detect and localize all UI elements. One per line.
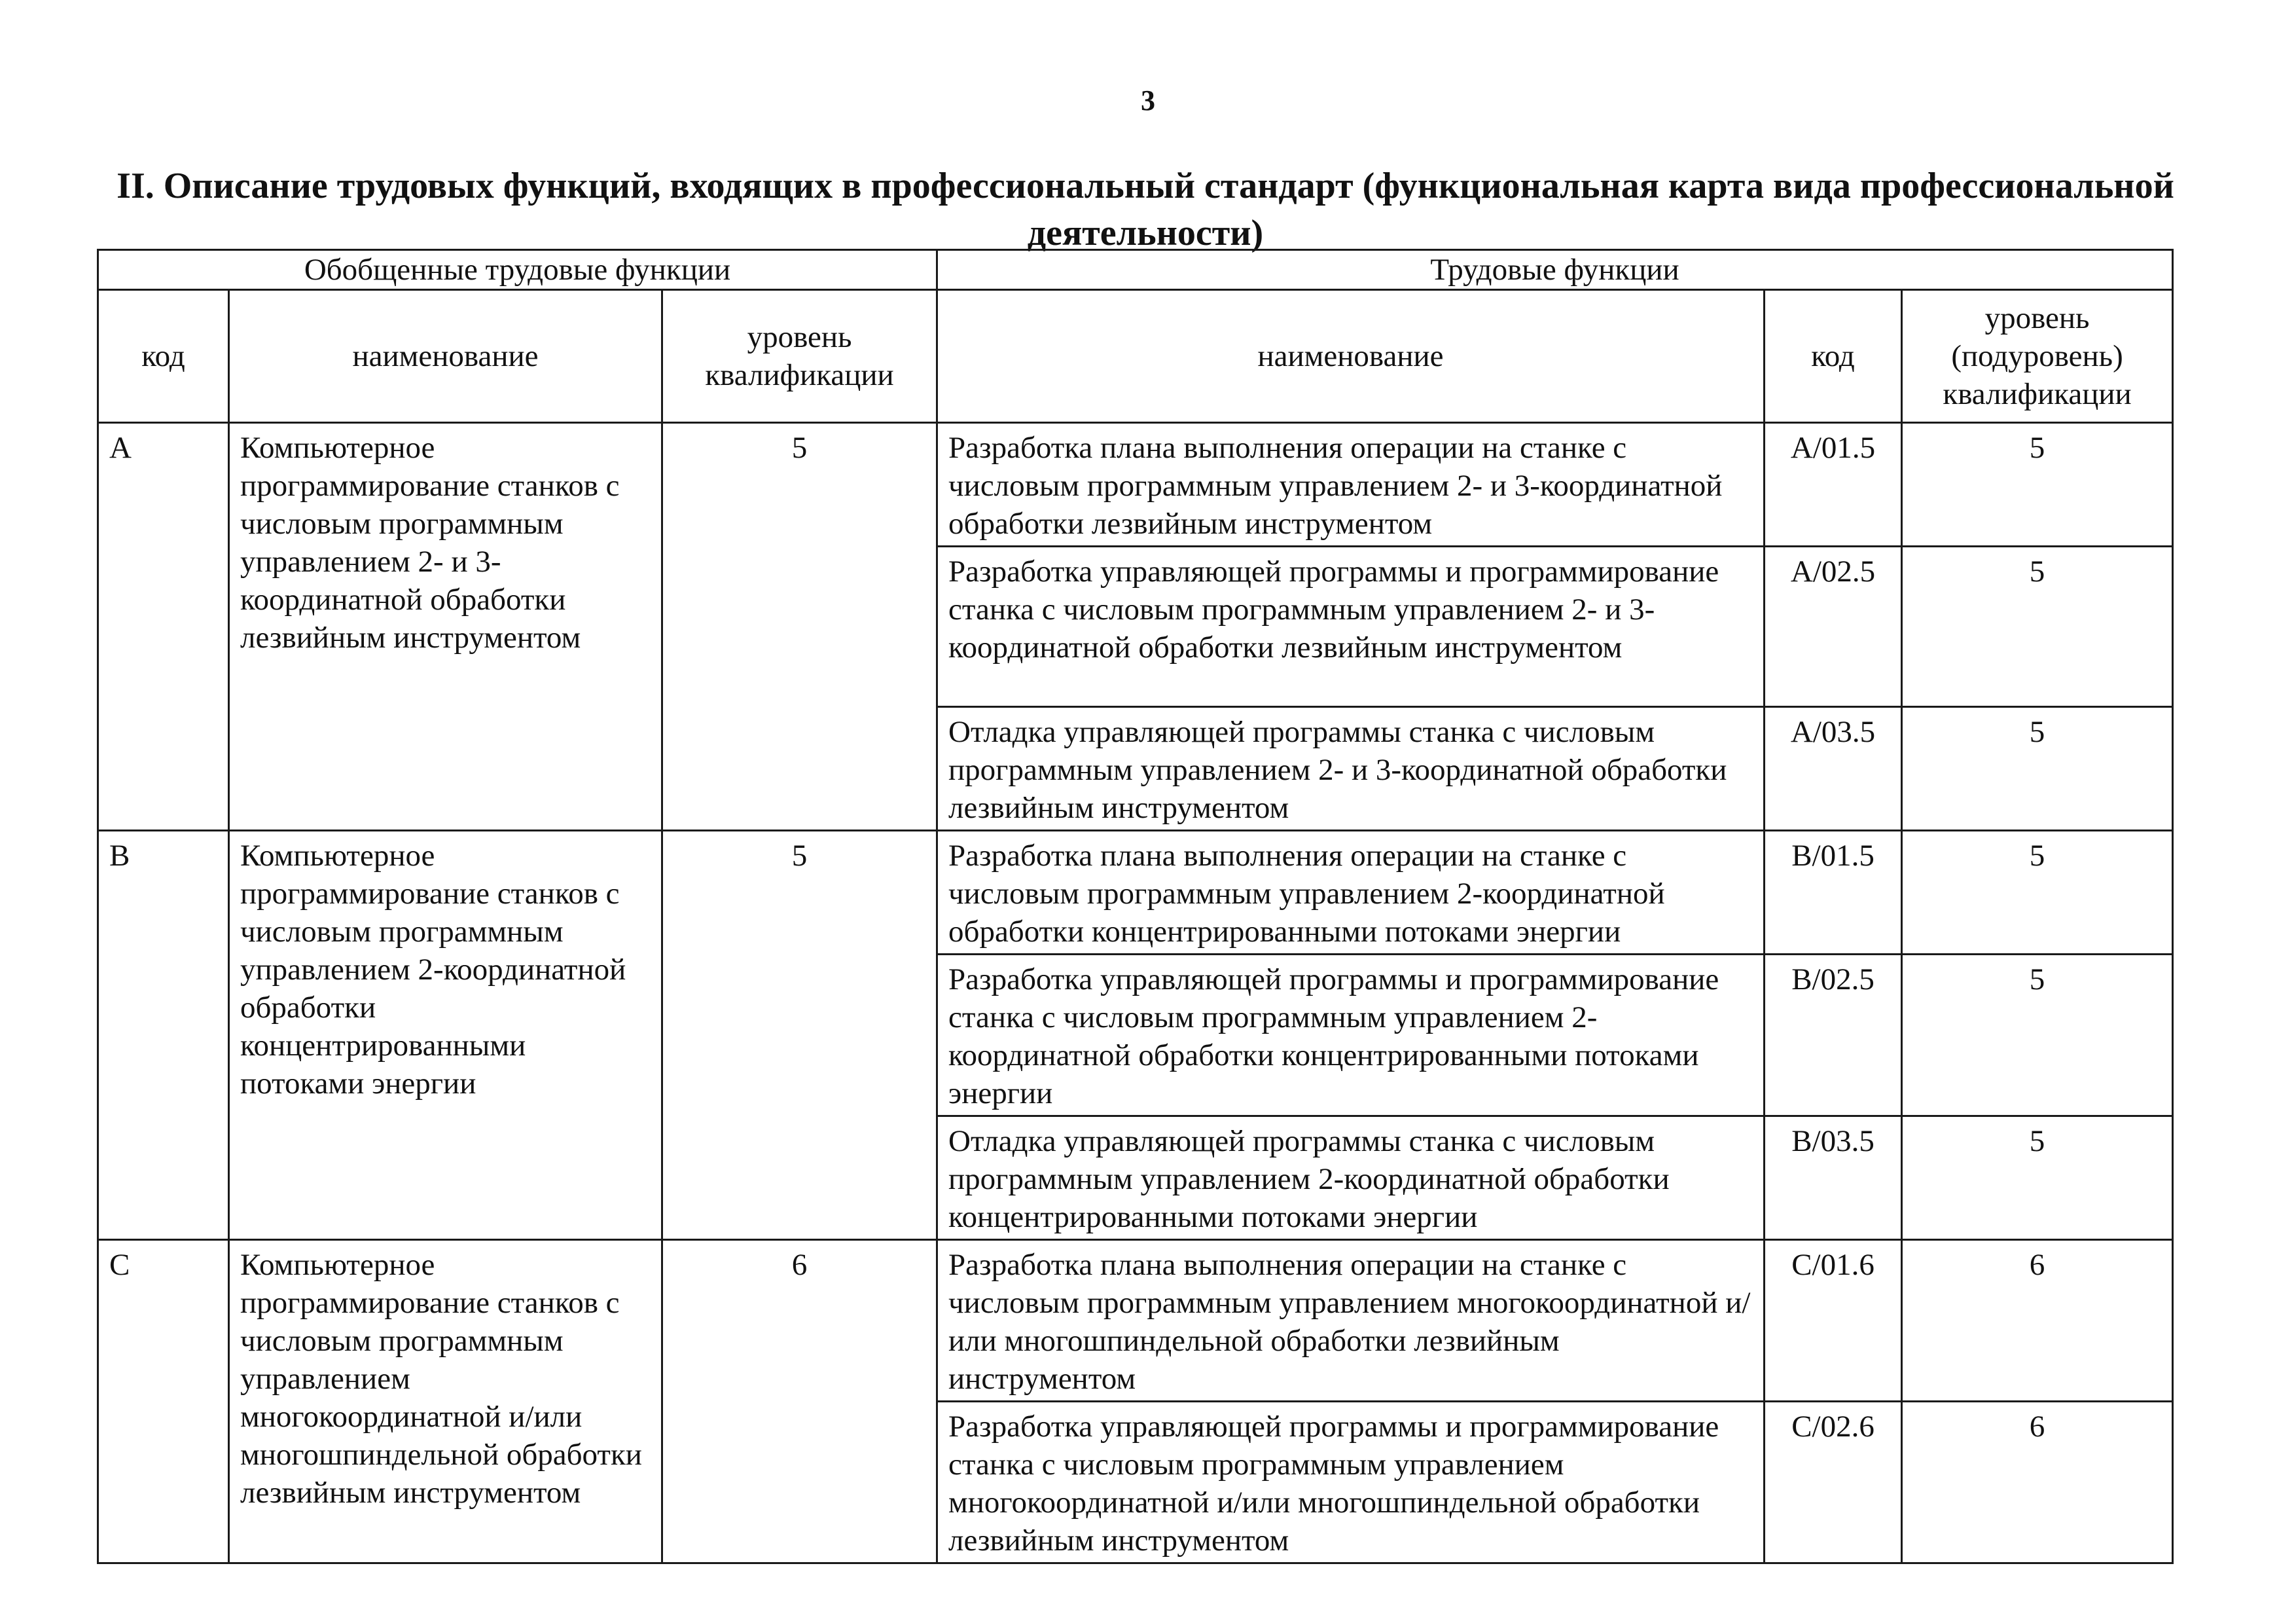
functional-map-table	[97, 249, 2174, 1564]
tf-name: Разработка управляющей программы и программирование станка с числовым программным управлением 2-координатной обработки концентрированными потоками энергии	[937, 955, 1765, 1116]
otf-level: 5	[662, 423, 937, 831]
tf-level: 5	[1902, 831, 2173, 955]
section-title: II. Описание трудовых функций, входящих в профессиональный стандарт (функциональная карта вида профессиональной деятельности)	[117, 166, 2174, 253]
tf-code-column-header: код	[1765, 290, 1902, 423]
otf-code-column-header: код	[98, 290, 229, 423]
otf-level-column-header: уровень квалификации	[662, 290, 937, 423]
table-row	[98, 831, 2173, 955]
tf-level-column-header: уровень (подуровень) квалификации	[1902, 290, 2173, 423]
tf-code: A/03.5	[1765, 707, 1902, 831]
tf-level: 5	[1902, 547, 2173, 707]
table-row	[98, 423, 2173, 547]
otf-code: C	[98, 1240, 229, 1563]
otf-code: A	[98, 423, 229, 831]
tf-code: B/01.5	[1765, 831, 1902, 955]
tf-level: 5	[1902, 707, 2173, 831]
tf-name: Разработка плана выполнения операции на станке с числовым программным управлением многокоординатной и/или многошпиндельной обработки лезвийным инструментом	[937, 1240, 1765, 1402]
otf-name: Компьютерное программирование станков с числовым программным управлением 2- и 3-координатной обработки лезвийным инструментом	[229, 423, 662, 831]
otf-name: Компьютерное программирование станков с числовым программным управлением 2-координатной обработки концентрированными потоками энергии	[229, 831, 662, 1240]
tf-level: 5	[1902, 423, 2173, 547]
tf-code: B/03.5	[1765, 1116, 1902, 1240]
tf-level: 5	[1902, 955, 2173, 1116]
tf-code: B/02.5	[1765, 955, 1902, 1116]
tf-name-column-header: наименование	[937, 290, 1765, 423]
tf-code: C/01.6	[1765, 1240, 1902, 1402]
otf-level: 6	[662, 1240, 937, 1563]
otf-code: B	[98, 831, 229, 1240]
table-row	[98, 1240, 2173, 1402]
tf-level: 6	[1902, 1402, 2173, 1563]
tf-name: Отладка управляющей программы станка с числовым программным управлением 2-координатной обработки концентрированными потоками энергии	[937, 1116, 1765, 1240]
tf-level: 6	[1902, 1240, 2173, 1402]
tf-code: C/02.6	[1765, 1402, 1902, 1563]
tf-name: Отладка управляющей программы станка с числовым программным управлением 2- и 3-координатной обработки лезвийным инструментом	[937, 707, 1765, 831]
generalized-functions-header: Обобщенные трудовые функции	[98, 250, 937, 290]
tf-name: Разработка управляющей программы и программирование станка с числовым программным управлением многокоординатной и/или многошпиндельной обработки лезвийным инструментом	[937, 1402, 1765, 1563]
otf-name: Компьютерное программирование станков с числовым программным управлением многокоординатной и/или многошпиндельной обработки лезвийным инструментом	[229, 1240, 662, 1563]
otf-name-column-header: наименование	[229, 290, 662, 423]
tf-name: Разработка управляющей программы и программирование станка с числовым программным управлением 2- и 3-координатной обработки лезвийным инструментом	[937, 547, 1765, 707]
tf-level: 5	[1902, 1116, 2173, 1240]
tf-name: Разработка плана выполнения операции на станке с числовым программным управлением 2-координатной обработки концентрированными потоками энергии	[937, 831, 1765, 955]
tf-code: A/01.5	[1765, 423, 1902, 547]
tf-name: Разработка плана выполнения операции на станке с числовым программным управлением 2- и 3-координатной обработки лезвийным инструментом	[937, 423, 1765, 547]
tf-code: A/02.5	[1765, 547, 1902, 707]
page-number: 3	[1141, 84, 1155, 117]
otf-level: 5	[662, 831, 937, 1240]
labor-functions-header: Трудовые функции	[937, 250, 2173, 290]
